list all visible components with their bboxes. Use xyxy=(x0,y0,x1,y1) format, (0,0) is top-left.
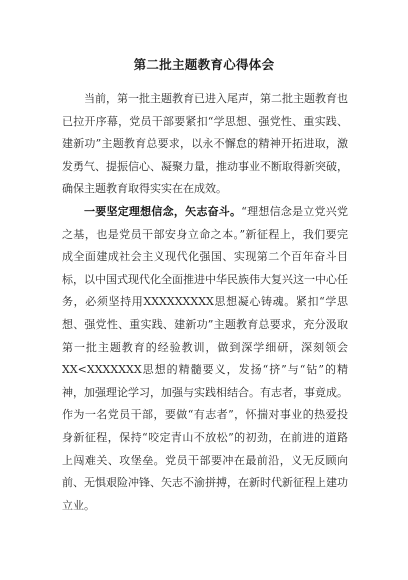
section-heading: 一要坚定理想信念，矢志奋斗。 xyxy=(84,204,242,218)
paragraph-section-1 xyxy=(62,201,348,517)
document-body xyxy=(62,88,348,517)
paragraph-intro xyxy=(62,88,348,201)
paragraph-text: 当前，第一批主题教育已进入尾声，第二批主题教育也已拉开序幕，党员干部要紧扣“学思想、强党性、重实践、建新功”主题教育总要求，以永不懈怠的精神开拓进取，激发勇气、提振信心、凝聚力量，推动事业不断取得新突破，确保主题教育取得实实在在成效。 xyxy=(62,92,348,196)
document-title: 第二批主题教育心得体会 xyxy=(133,57,275,72)
paragraph-text: “理想信念是立党兴党之基，也是党员干部安身立命之本。”新征程上，我们要完成全面建成社会主义现代化强国、实现第二个百年奋斗目标，以中国式现代化全面推进中华民族伟大复兴这一中心任务，必须坚持用XXXXXXXXX思想凝心铸魂。紧扣“学思想、强党性、重实践、建新功”主题教育总要求，充分汲取第一批主题教育的经验教训，做到深学细研，深刻领会XX<XXXXXXX思想的精髓要义，发扬“挤”与“钻”的精神，加强理论学习，加强与实践相结合。有志者，事竟成。作为一名党员干部，要做“有志者”，怀揣对事业的热爱投身新征程，保持“咬定青山不放松”的初劲，在前进的道路上闯难关、攻堡垒。党员干部要冲在最前沿，义无反顾向前、无惧艰险冲锋、矢志不渝拼搏，在新时代新征程上建功立业。 xyxy=(62,204,349,512)
